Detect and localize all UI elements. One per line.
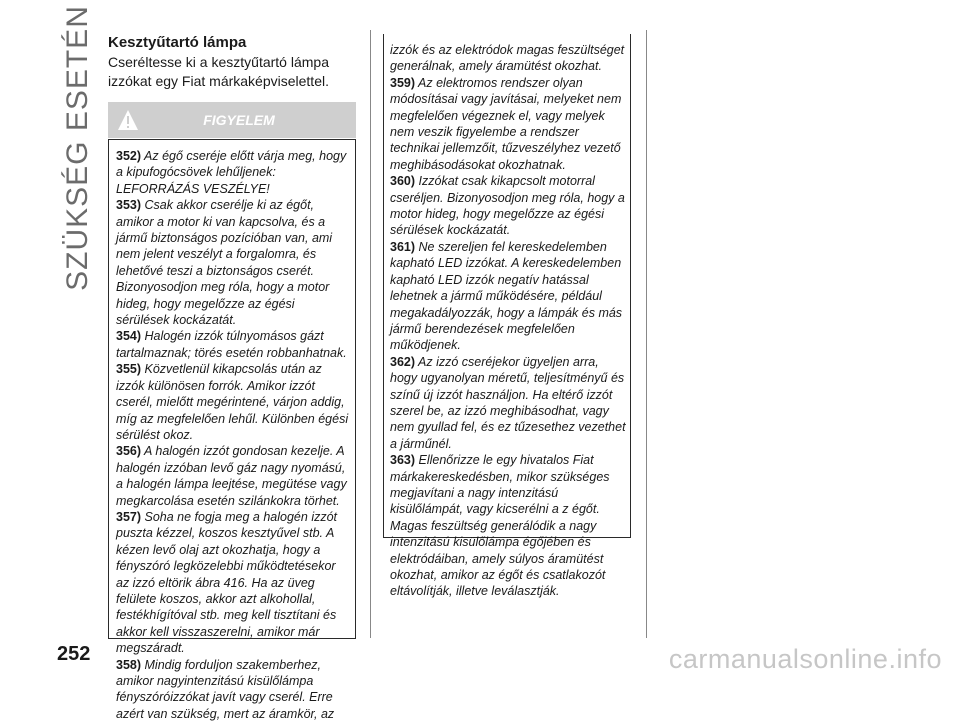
warning-item	[116, 148, 355, 197]
warning-item-text: Közvetlenül kikapcsolás után az izzók különösen forrók. Amikor izzót cserél, mielőtt megérintené, várjon addig, míg az megfelelően lehűl. Különben égési sérülést okoz.	[116, 362, 349, 442]
warning-item-text: Mindig forduljon szakemberhez, amikor nagyintenzitású kisülőlámpa fényszóróizzókat javít vagy cserél. Erre azért van szükség, mert az áramkör, az	[116, 657, 335, 721]
warning-item-number: 360)	[390, 174, 416, 189]
section-intro: Cseréltesse ki a kesztyűtartó lámpa izzókat egy Fiat márkaképviselettel.	[108, 54, 329, 89]
warning-item-text: Ellenőrizze le egy hivatalos Fiat márkakereskedésben, mikor szükséges megjavítani a nagy intenzitású kisülőlámpát, vagy kicserélni a z égőt. Magas feszültség generálódik a nagy intenzitású kisülőlámpa égőjében és elektródáiban, amely súlyos áramütést okozhat, amikor az égőt és csatlakozót eltávolítják, illetve leválasztják.	[390, 453, 610, 599]
chapter-side-title	[58, 5, 98, 291]
warning-item-text: Az égő cseréje előtt várja meg, hogy a kipufogócsövek lehűljenek: LEFORRÁZÁS VESZÉLYE!	[116, 149, 347, 196]
column-divider	[370, 30, 371, 638]
warning-item	[116, 657, 355, 722]
warning-header	[108, 102, 356, 138]
chapter-title-text: SZÜKSÉG ESETÉN	[61, 5, 95, 291]
warning-item	[390, 239, 630, 354]
warning-item	[116, 361, 355, 443]
warning-item-text: Csak akkor cserélje ki az égőt, amikor a motor ki van kapcsolva, és a jármű biztonságos pozícióban van, ami nem jelent veszélyt a forgalomra, és lehetővé teszi a biztonságos cserét. Bizonyosodjon meg róla, hogy a motor hideg, hogy megelőzze az égési sérülések kockázatát.	[116, 198, 333, 328]
page-number: 252	[57, 643, 91, 665]
warning-title: FIGYELEM	[203, 112, 275, 128]
warning-items-right	[390, 75, 630, 600]
warning-item	[116, 443, 355, 509]
warning-item-number: 357)	[116, 509, 142, 524]
warning-item-text: Ne szereljen fel kereskedelemben kapható LED izzókat. A kereskedelemben kapható LED izzók negatív hatással lehetnek a jármű működésére, például megakadályozzák, hogy a lámpák és más jármű berendezések megfelelően működjenek.	[390, 239, 623, 353]
warning-item-number: 362)	[390, 354, 416, 369]
warning-item-number: 354)	[116, 329, 142, 344]
warning-item-number: 353)	[116, 198, 142, 213]
warning-box-left	[108, 139, 356, 721]
warning-item	[116, 197, 355, 328]
warning-item-number: 355)	[116, 362, 142, 377]
warning-item-number: 361)	[390, 239, 416, 254]
watermark: carmanualsonline.info	[668, 644, 942, 674]
column-divider	[646, 30, 647, 638]
warning-item	[390, 75, 630, 173]
warning-triangle-icon	[108, 109, 148, 131]
warning-item-number: 358)	[116, 657, 142, 672]
section-title: Kesztyűtartó lámpa	[108, 34, 247, 51]
warning-item	[390, 452, 630, 600]
warning-item-number: 363)	[390, 453, 416, 468]
section-column	[108, 34, 356, 91]
warning-item-text: Izzókat csak kikapcsolt motorral cseréljen. Bizonyosodjon meg róla, hogy a motor hideg, hogy megelőzze az égési sérülések kockázatát.	[390, 174, 625, 238]
warning-item	[116, 509, 355, 657]
warning-items-left	[116, 148, 355, 722]
warning-item	[390, 354, 630, 452]
warning-item-number: 356)	[116, 444, 142, 459]
warning-item-text: Halogén izzók túlnyomásos gázt tartalmaznak; törés esetén robbanhatnak.	[116, 329, 347, 360]
warning-item-text: Soha ne fogja meg a halogén izzót puszta kézzel, koszos kesztyűvel stb. A kézen levő olaj azt okozhatja, hogy a fényszóró legközelebbi működtetésekor az izzó eltörik ábra 416. Ha az üveg felülete koszos, akkor azt alkohollal, festékhígítóval stb. meg kell tisztítani és akkor kell visszaszerelni, amikor már megszáradt.	[116, 509, 338, 656]
warning-item	[390, 173, 630, 239]
warning-item	[116, 328, 355, 361]
warning-item-text: A halogén izzót gondosan kezelje. A halogén izzóban levő gáz nagy nyomású, a halogén lámpa leejtése, megütése vagy megkarcolása esetén szilánkokra törhet.	[116, 444, 347, 508]
warning-item-text: Az elektromos rendszer olyan módosításai vagy javításai, melyeket nem megfelelően végeznek el, vagy melyek nem veszik figyelembe a rendszer technikai jellemzőit, tűzveszélyhez vezető meghibásodásokat okozhatnak.	[390, 75, 622, 172]
warning-item-text: Az izzó cseréjekor ügyeljen arra, hogy ugyanolyan méretű, teljesítményű és színű új izzót használjon. Ha eltérő izzót szerel be, az izzó meghibásodhat, vagy nem gyullad fel, és ez tűzesethez vezethet a járműnél.	[390, 354, 626, 451]
warning-box-right	[383, 34, 631, 599]
warning-item-number: 359)	[390, 75, 416, 90]
warning-continuation: izzók és az elektródok magas feszültséget generálnak, amely áramütést okozhat.	[390, 43, 625, 74]
warning-item-number: 352)	[116, 149, 142, 163]
